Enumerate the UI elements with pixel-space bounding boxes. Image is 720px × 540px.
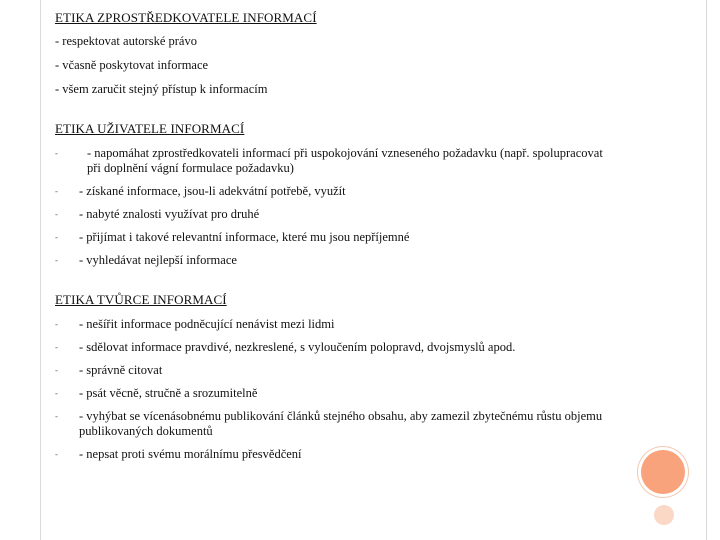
- section-user-ethics: [55, 121, 615, 268]
- list-item-text: - nepsat proti svému morálnímu přesvědčení: [79, 447, 302, 461]
- section-heading: ETIKA UŽIVATELE INFORMACÍ: [55, 121, 245, 136]
- bullet-list: [55, 317, 615, 462]
- list-item: [55, 363, 615, 378]
- list-item: [55, 386, 615, 401]
- bullet-list: [55, 146, 615, 268]
- text-line: - respektovat autorské právo: [55, 34, 197, 48]
- text-line: - včasně poskytovat informace: [55, 58, 209, 72]
- list-item-text: - správně citovat: [79, 363, 163, 377]
- list-item-text: - vyhledávat nejlepší informace: [79, 253, 237, 267]
- list-item-text: - získané informace, jsou-li adekvátní potřebě, využít: [79, 184, 346, 198]
- bullet-marker: -: [55, 342, 58, 352]
- bullet-marker: -: [55, 449, 58, 459]
- list-item: [55, 146, 615, 176]
- bullet-marker: -: [55, 388, 58, 398]
- list-item-text: - napomáhat zprostředkovateli informací při uspokojování vzneseného požadavku (např. spolupracovat při doplnění vágní formulace požadavku): [87, 146, 603, 175]
- decorative-circle: [641, 450, 685, 494]
- bullet-marker: -: [55, 319, 58, 329]
- bullet-marker: -: [55, 209, 58, 219]
- list-item: [55, 184, 615, 199]
- section-creator-ethics: [55, 292, 615, 462]
- list-item-text: - sdělovat informace pravdivé, nezkreslené, s vyloučením polopravd, dvojsmyslů apod.: [79, 340, 516, 354]
- list-item: [55, 230, 615, 245]
- bullet-marker: -: [55, 232, 58, 242]
- bullet-marker: -: [55, 365, 58, 375]
- bullet-marker: -: [55, 411, 58, 421]
- list-item: [55, 253, 615, 268]
- bullet-marker: -: [55, 148, 58, 158]
- list-item: [55, 447, 615, 462]
- text-line: - všem zaručit stejný přístup k informacím: [55, 82, 268, 96]
- list-item-text: - nešířit informace podněcující nenávist mezi lidmi: [79, 317, 335, 331]
- list-item: [55, 340, 615, 355]
- list-item-text: - nabyté znalosti využívat pro druhé: [79, 207, 260, 221]
- list-item: [55, 409, 615, 439]
- section-heading: ETIKA ZPROSTŘEDKOVATELE INFORMACÍ: [55, 10, 317, 25]
- bullet-marker: -: [55, 255, 58, 265]
- bullet-marker: -: [55, 186, 58, 196]
- section-distributor-ethics: [55, 10, 615, 97]
- list-item-text: - přijímat i takové relevantní informace, které mu jsou nepříjemné: [79, 230, 410, 244]
- list-item: [55, 317, 615, 332]
- slide-content: [55, 10, 615, 462]
- list-item: [55, 207, 615, 222]
- list-item-text: - psát věcně, stručně a srozumitelně: [79, 386, 258, 400]
- decorative-circle-small: [654, 505, 674, 525]
- list-item-text: - vyhýbat se vícenásobnému publikování článků stejného obsahu, aby zamezil zbytečnému růstu objemu publikovaných dokumentů: [79, 409, 603, 438]
- section-heading: ETIKA TVŮRCE INFORMACÍ: [55, 292, 227, 307]
